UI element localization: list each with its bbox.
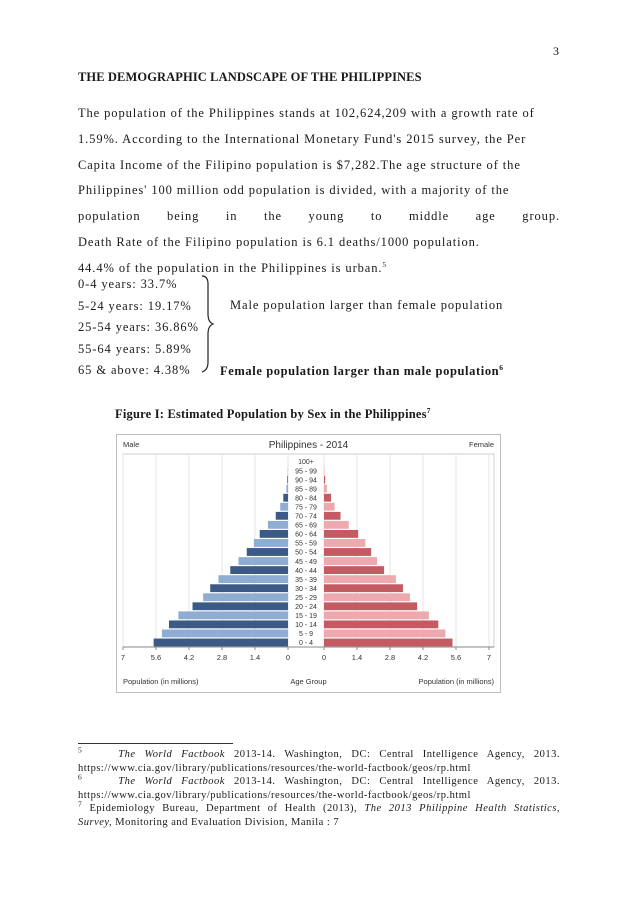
footnote-text: 2013-14. Washington, DC: Central Intelligence Agency, 2013. [233,776,560,787]
footnote-7-cont [78,816,560,830]
x-tick-label: 1.4 [249,653,261,662]
x-tick-label: 5.6 [150,653,162,662]
age-group-label: 0 - 4 [298,640,314,648]
male-bar [247,548,288,556]
age-group-item: 65 & above: 4.38% [78,363,191,377]
x-tick-label: 7 [486,653,492,662]
page-title: THE DEMOGRAPHIC LANDSCAPE OF THE PHILIPPINES [78,70,422,84]
male-bar [193,602,288,610]
paragraph-line: population being in the young to middle age group. [78,209,560,224]
x-tick-label: 2.8 [384,653,396,662]
male-bar [280,503,288,511]
age-group-item: 55-64 years: 5.89% [78,341,192,356]
age-group-label: 75 - 79 [295,504,317,512]
footnote-text: Epidemiology Bureau, Department of Health (2013), [89,803,358,814]
male-bar [162,630,288,638]
female-bar [324,593,410,601]
female-bar [324,530,358,538]
female-bar [324,548,371,556]
x-axis-title-right: Population (in millions) [418,677,494,686]
male-majority-note: Male population larger than female population [230,298,504,312]
male-bar [169,620,288,628]
x-axis-title-left: Population (in millions) [123,677,199,686]
footnote-7 [78,799,561,816]
paragraph-line: Capita Income of the Filipino population is $7,282.The age structure of the [78,157,521,172]
female-bar [324,611,429,619]
x-tick-label: 4.2 [417,653,429,662]
female-note-text: Female population larger than male population [220,364,500,378]
female-bar [324,620,438,628]
footnote-text: Monitoring and Evaluation Division, Manila : 7 [115,816,340,828]
population-pyramid-svg [117,435,500,692]
female-bar [324,494,331,502]
age-group-label: 40 - 44 [295,567,317,575]
curly-brace-icon [200,274,216,374]
age-structure-list [78,274,199,382]
footnote-5-url: https://www.cia.gov/library/publications/resources/the-world-factbook/geos/rp.html [78,762,471,774]
male-bar [260,530,288,538]
intro-paragraph [78,101,560,282]
footnote-title: The World Factbook [118,776,225,787]
footnote-number: 7 [78,799,83,809]
footnote-title: The World Factbook [118,749,225,760]
footnotes [78,745,561,829]
age-group-label: 35 - 39 [295,576,317,584]
age-group-label: 85 - 89 [295,486,317,494]
x-tick-label: 0 [285,653,291,662]
chart-title: Philippines - 2014 [268,440,349,451]
page-number: 3 [553,44,559,58]
age-group-label: 15 - 19 [295,613,317,621]
female-bar [324,539,365,547]
male-bar [230,566,288,574]
age-group-item: 5-24 years: 19.17% [78,298,192,313]
x-axis-title-center: Age Group [290,677,327,686]
male-bar [210,584,288,592]
age-group-label: 5 - 9 [298,631,314,639]
paragraph-line: Philippines' 100 million odd population is divided, with a majority of the [78,183,510,198]
male-bar [154,639,288,647]
footnote-title: The 2013 Philippine Health Statistics, [364,803,561,814]
female-bar [324,557,377,565]
age-group-item: 25-54 years: 36.86% [78,320,199,334]
male-bar [218,575,288,583]
age-group-label: 95 - 99 [295,468,317,476]
footnote-number: 6 [78,772,83,782]
male-bar [178,611,288,619]
x-tick-label: 4.2 [183,653,195,662]
footnote-divider [78,743,233,744]
female-bar [324,639,452,647]
male-bar [254,539,288,547]
x-tick-label: 0 [321,653,327,662]
age-group-item: 0-4 years: 33.7% [78,277,178,291]
age-group-label: 45 - 49 [295,558,317,566]
paragraph-line: Death Rate of the Filipino population is 6.1 deaths/1000 population. [78,234,480,249]
footnote-ref-6: 6 [499,362,504,372]
female-bar [324,575,396,583]
female-bar [324,566,384,574]
population-pyramid-chart [116,434,501,693]
age-group-label: 100+ [298,459,314,467]
age-group-label: 65 - 69 [295,522,317,530]
x-tick-label: 7 [120,653,126,662]
female-bar [324,485,327,493]
figure-caption-text: Figure I: Estimated Population by Sex in the Philippines [115,407,427,421]
female-bar [324,521,349,529]
female-bar [324,630,445,638]
female-bar [324,476,325,484]
male-bar [203,593,288,601]
age-group-label: 20 - 24 [295,604,317,612]
footnote-6-url: https://www.cia.gov/library/publications/resources/the-world-factbook/geos/rp.html [78,789,471,801]
female-bar [324,503,335,511]
figure-caption [115,407,431,422]
age-group-label: 60 - 64 [295,531,317,539]
age-group-label: 50 - 54 [295,549,317,557]
paragraph-text: 44.4% of the population in the Philippines is urban. [78,260,383,275]
footnote-number: 5 [78,745,83,755]
x-tick-label: 1.4 [351,653,363,662]
footnote-5 [78,745,560,762]
paragraph-line: 1.59%. According to the International Monetary Fund's 2015 survey, the Per [78,131,527,146]
paragraph-line: The population of the Philippines stands at 102,624,209 with a growth rate of [78,106,535,120]
age-group-label: 55 - 59 [295,540,317,548]
footnote-text: 2013-14. Washington, DC: Central Intelligence Agency, 2013. [233,749,560,760]
male-bar [268,521,288,529]
male-bar [286,485,288,493]
female-bar [324,512,341,520]
footnote-ref-7: 7 [426,405,431,415]
male-bar [239,557,289,565]
age-group-label: 10 - 14 [295,622,317,630]
male-bar [287,476,288,484]
footnote-6 [78,772,560,789]
female-majority-note [220,364,504,379]
age-group-label: 70 - 74 [295,513,317,521]
age-group-label: 25 - 29 [295,594,317,602]
age-group-label: 90 - 94 [295,477,317,485]
male-bar [276,512,288,520]
female-bar [324,602,417,610]
footnote-ref-5: 5 [382,259,388,269]
age-group-label: 30 - 34 [295,585,317,593]
female-bar [324,584,403,592]
x-tick-label: 2.8 [216,653,228,662]
age-group-label: 80 - 84 [295,495,317,503]
footnote-title: Survey, [78,816,113,828]
x-tick-label: 5.6 [450,653,462,662]
male-header-label: Male [123,440,140,449]
male-bar [283,494,288,502]
female-header-label: Female [468,440,494,449]
